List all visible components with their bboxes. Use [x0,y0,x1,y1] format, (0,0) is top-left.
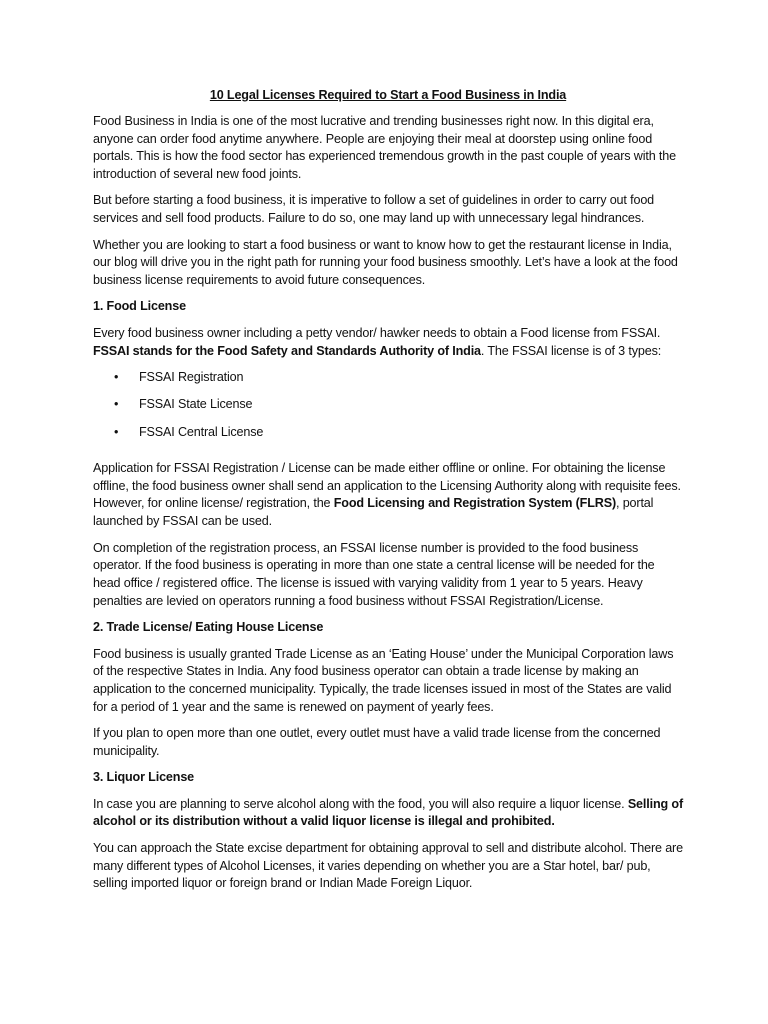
document-page [93,87,683,902]
intro-paragraph-2: But before starting a food business, it is imperative to follow a set of guidelines in order to carry out food services and sell food products. Failure to do so, one may land up with unnecessary legal hindrances. [93,193,655,226]
list-item [93,396,683,424]
bullet-icon: • [114,397,119,412]
section-heading-food-license: 1. Food License [93,299,186,314]
list-item-label: FSSAI State License [139,397,253,412]
trade-license-paragraph-1: Food business is usually granted Trade License as an ‘Eating House’ under the Municipal Corporation laws of the respective States in India. Any food business operator can obtain a trade license by making an application to the concerned municipality. Typically, the trade licenses issued in most of the States are valid for a period of 1 year and the same is renewed on payment of yearly fees. [93,646,674,714]
bullet-icon: • [114,369,119,384]
list-item-label: FSSAI Registration [139,369,244,384]
section-heading-trade-license: 2. Trade License/ Eating House License [93,620,324,635]
list-item [93,369,683,397]
bold-text-run: FSSAI stands for the Food Safety and Standards Authority of India [93,343,481,358]
trade-license-paragraph-2: If you plan to open more than one outlet, every outlet must have a valid trade license from the concerned municipality. [93,726,661,759]
text-run: , portal launched by FSSAI can be used. [93,496,654,529]
intro-paragraph-3: Whether you are looking to start a food business or want to know how to get the restaurant license in India, our blog will drive you in the right path for running your food business smoothly. Let’s have a look at the food business license requirements to avoid future consequences. [93,237,678,288]
text-run: In case you are planning to serve alcohol along with the food, you will also require a liquor license. [93,796,628,811]
text-run: . The FSSAI license is of 3 types: [480,343,662,358]
liquor-license-paragraph-1 [93,796,683,832]
text-run: Application for FSSAI Registration / License can be made either offline or online. For obtaining the license offline, the food business owner shall send an application to the Licensing Authority along with requisite fees. However, for online license/ registration, the [93,460,681,511]
food-license-paragraph-1 [93,325,683,361]
list-item [93,424,683,452]
intro-paragraph-1: Food Business in India is one of the most lucrative and trending businesses right now. In this digital era, anyone can order food anytime anywhere. People are enjoying their meal at doorstep using online food portals. This is how the food sector has experienced tremendous growth in the past couple of years with the introduction of several new food joints. [93,113,676,182]
liquor-license-paragraph-2: You can approach the State excise department for obtaining approval to sell and distribute alcohol. There are many different types of Alcohol Licenses, it varies depending on whether you are a Star hotel, bar/ pub, selling imported liquor or foreign brand or Indian Made Foreign Liquor. [93,840,683,891]
food-license-paragraph-3: On completion of the registration process, an FSSAI license number is provided to the food business operator. If the food business is operating in more than one state a central license will be needed for the head office / registered office. The license is issued with varying validity from 1 year to 5 years. Heavy penalties are levied on operators running a food business without FSSAI Registration/License. [93,540,655,608]
fssai-types-list [93,369,683,452]
bold-text-run: Food Licensing and Registration System (FLRS) [333,496,616,511]
list-item-label: FSSAI Central License [139,424,264,439]
bullet-icon: • [114,424,119,439]
bold-text-run: Selling of alcohol or its distribution without a valid liquor license is illegal and prohibited. [93,796,683,829]
text-run: Every food business owner including a petty vendor/ hawker needs to obtain a Food license from FSSAI. [93,325,661,340]
document-title: 10 Legal Licenses Required to Start a Food Business in India [209,88,567,102]
food-license-paragraph-2 [93,460,683,531]
section-heading-liquor-license: 3. Liquor License [93,770,195,785]
